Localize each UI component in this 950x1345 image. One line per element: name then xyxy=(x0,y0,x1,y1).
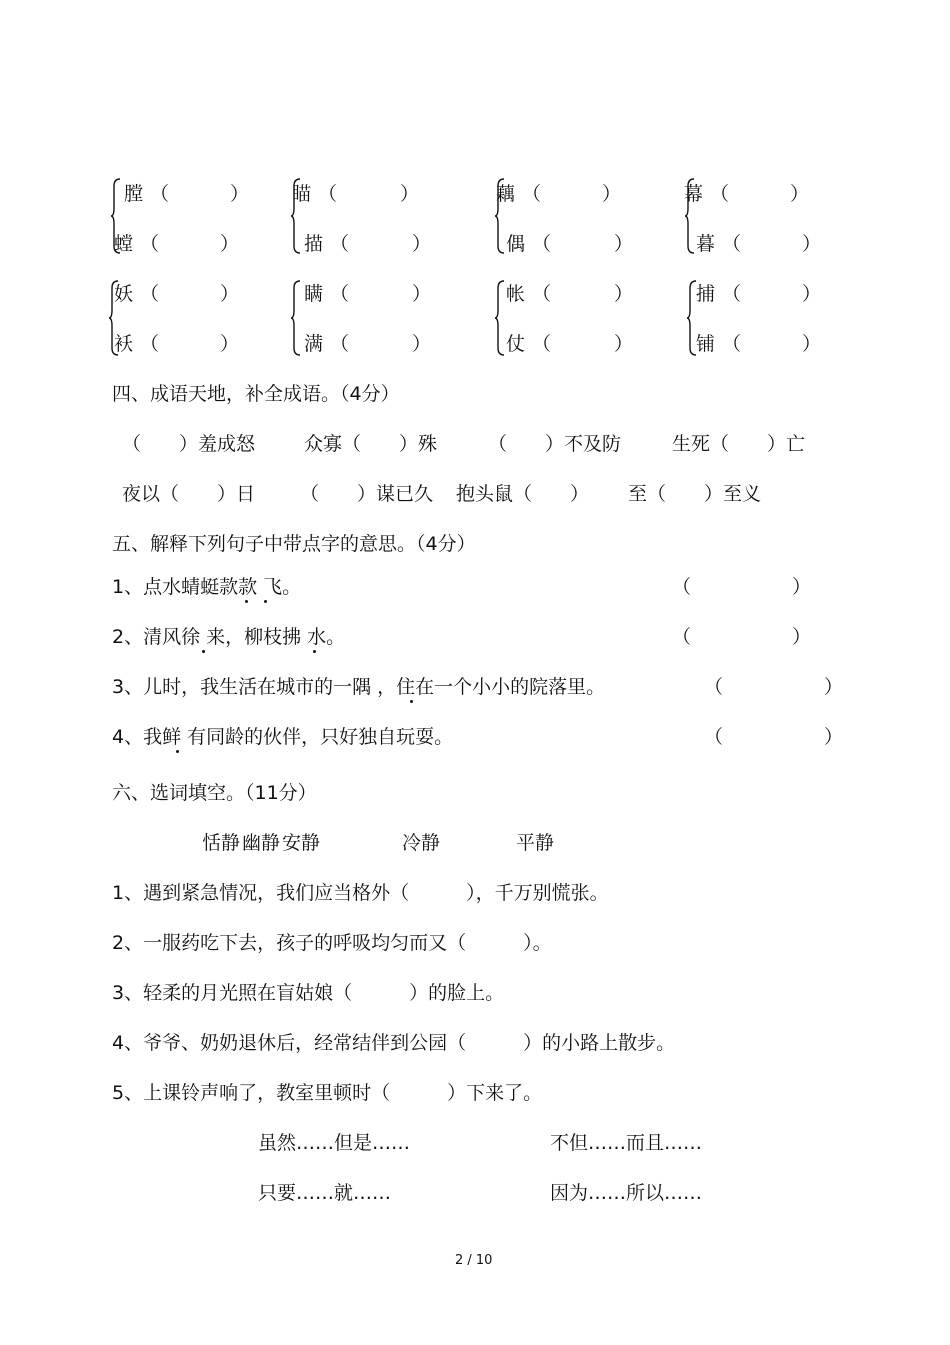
answer-paren-close: ） xyxy=(220,233,240,255)
answer-paren-open: （ xyxy=(672,576,692,598)
emphasis-dot xyxy=(202,650,205,653)
pair-bottom-char: 满 xyxy=(304,333,324,355)
idiom-item: （ ）谋已久 xyxy=(300,483,434,505)
word-bank-item: 安静 xyxy=(282,832,321,854)
answer-paren-close: ） xyxy=(230,183,250,205)
question-item: 1、点水蜻蜓款款 飞。 xyxy=(112,576,302,598)
answer-paren-close: ） xyxy=(602,183,622,205)
answer-paren-open: （ xyxy=(532,333,552,355)
pair-top-char: 帐 xyxy=(506,283,526,305)
answer-paren-close: ） xyxy=(792,576,812,598)
fill-item: 5、上课铃声响了，教室里顿时（ ）下来了。 xyxy=(112,1082,543,1104)
answer-paren-close: ） xyxy=(802,283,822,305)
answer-paren-open: （ xyxy=(330,283,350,305)
conjunction-item: 虽然……但是…… xyxy=(258,1132,411,1154)
pair-top-char: 瞄 xyxy=(292,183,312,205)
answer-paren-open: （ xyxy=(672,626,692,648)
pair-bottom-char: 袄 xyxy=(114,333,134,355)
emphasis-dot xyxy=(410,700,413,703)
pair-top-char: 膛 xyxy=(124,183,144,205)
emphasis-dot xyxy=(176,750,179,753)
answer-paren-open: （ xyxy=(722,283,742,305)
answer-paren-close: ） xyxy=(400,183,420,205)
word-bank-item: 平静 xyxy=(516,832,555,854)
pair-top-char: 捕 xyxy=(696,283,716,305)
emphasis-dot xyxy=(264,600,267,603)
pair-bottom-char: 暮 xyxy=(696,233,716,255)
page-number: 2 / 10 xyxy=(455,1253,493,1268)
answer-paren-open: （ xyxy=(704,726,724,748)
answer-paren-close: ） xyxy=(614,233,634,255)
idiom-item: （ ）不及防 xyxy=(488,433,622,455)
fill-item: 3、轻柔的月光照在盲姑娘（ ）的脸上。 xyxy=(112,982,505,1004)
idiom-item: 至（ ）至义 xyxy=(628,483,762,505)
answer-paren-close: ） xyxy=(824,676,844,698)
pair-top-char: 瞒 xyxy=(304,283,324,305)
pair-bottom-char: 铺 xyxy=(696,333,716,355)
answer-paren-close: ） xyxy=(792,626,812,648)
emphasis-dot xyxy=(245,600,248,603)
pair-top-char: 幕 xyxy=(684,183,704,205)
conjunction-item: 不但……而且…… xyxy=(550,1132,703,1154)
section-heading: 四、成语天地，补全成语。（4分） xyxy=(112,383,400,405)
answer-paren-open: （ xyxy=(532,283,552,305)
answer-paren-open: （ xyxy=(704,676,724,698)
idiom-item: 抱头鼠（ ） xyxy=(456,483,590,505)
answer-paren-open: （ xyxy=(722,233,742,255)
answer-paren-close: ） xyxy=(220,283,240,305)
answer-paren-close: ） xyxy=(614,333,634,355)
brace-icon xyxy=(494,280,506,356)
idiom-item: 生死（ ）亡 xyxy=(672,433,806,455)
idiom-item: （ ）羞成怒 xyxy=(122,433,256,455)
pair-bottom-char: 偶 xyxy=(506,233,526,255)
word-bank-item: 幽静 xyxy=(242,832,281,854)
answer-paren-open: （ xyxy=(710,183,730,205)
answer-paren-close: ） xyxy=(412,233,432,255)
answer-paren-open: （ xyxy=(140,233,160,255)
pair-top-char: 妖 xyxy=(114,283,134,305)
answer-paren-close: ） xyxy=(220,333,240,355)
fill-item: 4、爷爷、奶奶退休后，经常结伴到公园（ ）的小路上散步。 xyxy=(112,1032,676,1054)
pair-top-char: 藕 xyxy=(496,183,516,205)
emphasis-dot xyxy=(313,650,316,653)
answer-paren-close: ） xyxy=(790,183,810,205)
conjunction-item: 因为……所以…… xyxy=(550,1182,703,1204)
answer-paren-close: ） xyxy=(412,333,432,355)
answer-paren-open: （ xyxy=(522,183,542,205)
question-item: 3、儿时，我生活在城市的一隅 ，住在一个小小的院落里。 xyxy=(112,676,606,698)
answer-paren-open: （ xyxy=(150,183,170,205)
answer-paren-open: （ xyxy=(330,333,350,355)
idiom-item: 夜以（ ）日 xyxy=(122,483,256,505)
conjunction-item: 只要……就…… xyxy=(258,1182,392,1204)
pair-bottom-char: 描 xyxy=(304,233,324,255)
answer-paren-open: （ xyxy=(722,333,742,355)
answer-paren-open: （ xyxy=(532,233,552,255)
answer-paren-close: ） xyxy=(614,283,634,305)
answer-paren-open: （ xyxy=(318,183,338,205)
answer-paren-open: （ xyxy=(330,233,350,255)
pair-bottom-char: 螳 xyxy=(114,233,134,255)
answer-paren-open: （ xyxy=(140,283,160,305)
answer-paren-close: ） xyxy=(412,283,432,305)
section-heading: 六、选词填空。（11分） xyxy=(112,782,317,804)
answer-paren-open: （ xyxy=(140,333,160,355)
answer-paren-close: ） xyxy=(802,333,822,355)
answer-paren-close: ） xyxy=(824,726,844,748)
brace-icon xyxy=(290,280,302,356)
pair-bottom-char: 仗 xyxy=(506,333,526,355)
word-bank-item: 恬静 xyxy=(202,832,241,854)
idiom-item: 众寡（ ）殊 xyxy=(304,433,438,455)
fill-item: 1、遇到紧急情况，我们应当格外（ ），千万别慌张。 xyxy=(112,882,609,904)
fill-item: 2、一服药吃下去，孩子的呼吸均匀而又（ ）。 xyxy=(112,932,552,954)
question-item: 2、清风徐 来，柳枝拂 水。 xyxy=(112,626,346,648)
answer-paren-close: ） xyxy=(802,233,822,255)
question-item: 4、我鲜 有同龄的伙伴，只好独自玩耍。 xyxy=(112,726,454,748)
word-bank-item: 冷静 xyxy=(402,832,441,854)
section-heading: 五、解释下列句子中带点字的意思。（4分） xyxy=(112,533,476,555)
